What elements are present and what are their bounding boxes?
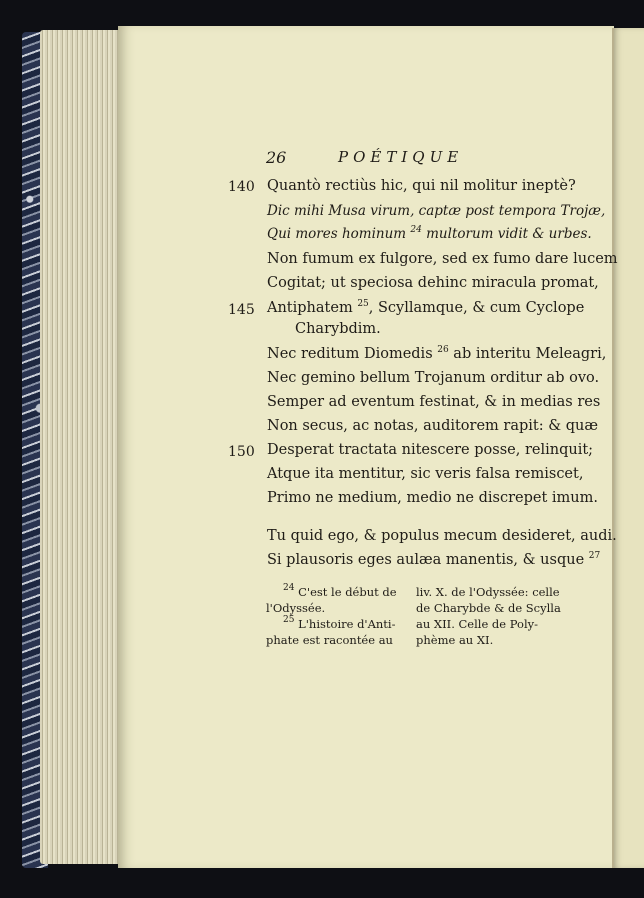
verse-line: Tu quid ego, & populus mecum desideret, audi. (267, 528, 617, 544)
footnote-line: $^{24}$ C'est le début de (283, 583, 397, 599)
verse-line: Atque ita mentitur, sic veris falsa remiscet, (267, 466, 584, 482)
verse-line: Non fumum ex fulgore, sed ex fumo dare lucem (267, 251, 618, 267)
verse-line: Nec gemino bellum Trojanum orditur ab ovo. (267, 370, 600, 386)
footnote-ref: 26 (437, 345, 449, 355)
verse-line: Semper ad eventum festinat, & in medias res (267, 394, 601, 410)
footnote-ref: 24 (410, 225, 422, 235)
verse-line: Primo ne medium, medio ne discrepet imum. (267, 490, 598, 506)
verse-line: Charybdim. (295, 321, 381, 337)
verse-line: Quantò rectiùs hic, qui nil molitur ineptè? (267, 178, 576, 194)
verse-line: Si plausoris eges aulæa manentis, & usque $^{27}$ (267, 551, 601, 568)
verse-line: Dic mihi Musa virum, captæ post tempora Trojæ, (267, 203, 606, 219)
verse-line: Qui mores hominum $^{24}$ multorum vidit & urbes. (267, 225, 592, 242)
verse-line: Desperat tractata nitescere posse, relinquit; (267, 442, 594, 458)
running-head (0, 148, 644, 170)
page-title: POÉTIQUE (338, 148, 464, 166)
verse-line: Cogitat; ut speciosa dehinc miracula promat, (267, 275, 599, 291)
footnote-line: phate est racontée au (266, 633, 393, 647)
footnote-ref: 25 (357, 299, 369, 309)
footnote-ref: 27 (588, 551, 601, 561)
verse-line: Non secus, ac notas, auditorem rapit: & quæ (267, 418, 598, 434)
verse-line: Nec reditum Diomedis $^{26}$ ab interitu Meleagri, (267, 345, 607, 362)
line-number: 140 (228, 179, 255, 195)
footnote-line: l'Odyssée. (266, 601, 326, 615)
footnote-line: au XII. Celle de Poly- (416, 617, 539, 631)
line-number: 145 (228, 302, 255, 318)
footnote-line: $^{25}$ L'histoire d'Anti- (283, 615, 396, 631)
footnote-line: liv. X. de l'Odyssée: celle (416, 585, 560, 599)
line-number: 150 (228, 444, 255, 460)
footnote-line: de Charybde & de Scylla (416, 601, 561, 615)
page-number: 26 (266, 148, 287, 167)
verse-line: Antiphatem $^{25}$, Scyllamque, & cum Cyclope (267, 299, 585, 316)
footnote-line: phème au XI. (416, 633, 494, 647)
